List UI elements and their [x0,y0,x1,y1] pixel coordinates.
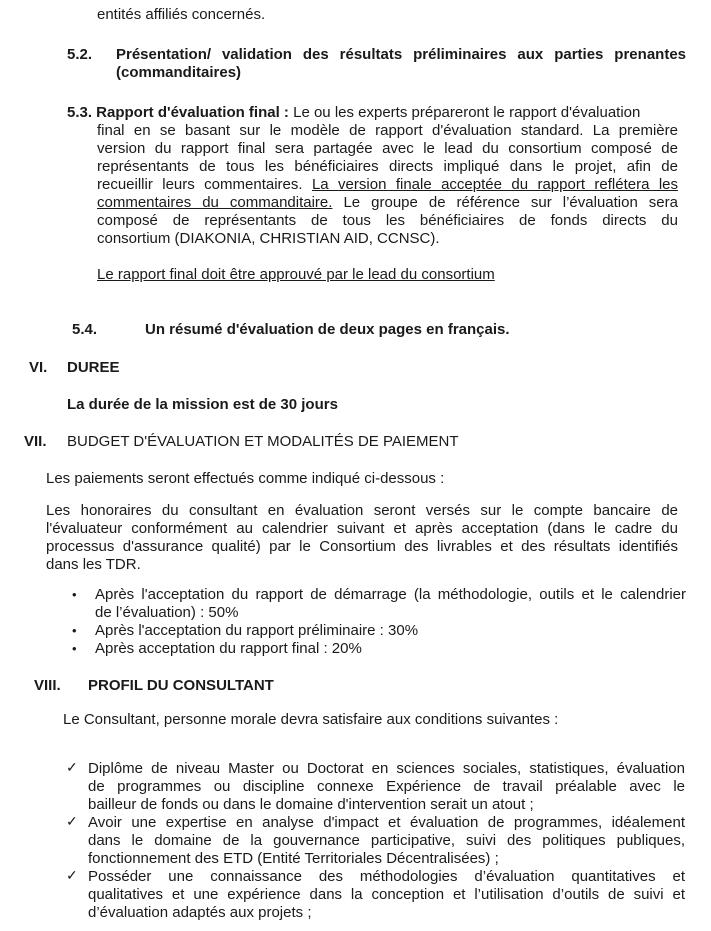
payment-item-1-line1: Après l'acceptation du rapport de démarrage (la méthodologie, outils et le calendrier [95,586,686,603]
requirement-1-line1: Diplôme de niveau Master ou Doctorat en sciences sociales, statistiques, évaluation [88,760,685,777]
requirement-2-line3: fonctionnement des ETD (Entité Territoriales Décentralisées) ; [88,850,499,867]
requirement-3-line1: Posséder une connaissance des méthodologies d’évaluation quantitatives et [88,868,685,885]
section-5-3-line5: recueillir leurs commentaires. La version finale acceptée du rapport reflétera les [97,176,679,193]
payment-intro: Les paiements seront effectués comme indiqué ci-dessous : [46,470,445,487]
checkmark-icon: ✓ [66,759,78,775]
section-5-4-title: Un résumé d'évaluation de deux pages en français. [145,321,510,338]
section-6-title: DUREE [67,359,120,376]
payment-item-2: Après l'acceptation du rapport préliminaire : 30% [95,622,419,639]
checkmark-icon: ✓ [66,867,78,883]
section-5-3-line4: représentants de tous les bénéficiaires directs impliqué dans le projet, afin de [97,158,678,175]
requirement-1-line3: bailleur de fonds ou dans le domaine d'intervention serait un atout ; [88,796,534,813]
fees-line3: processus d'assurance qualité) par le Consortium des livrables et des résultats identifiés [46,538,678,555]
requirement-2-line1: Avoir une expertise en analyse d'impact et évaluation de programmes, idéalement [88,814,685,831]
section-8-title: PROFIL DU CONSULTANT [88,677,274,694]
section-5-3-line2: final en se basant sur le modèle de rapport d'évaluation standard. La première [97,122,678,139]
requirement-3-line3: d’évaluation adaptés aux projets ; [88,904,312,921]
requirement-3-line2: qualitatives et une expérience dans la conception et l’utilisation d’outils de suivi et [88,886,685,903]
profile-intro: Le Consultant, personne morale devra satisfaire aux conditions suivantes : [63,711,559,728]
fees-line1: Les honoraires du consultant en évaluation seront versés sur le compte bancaire de [46,502,678,519]
section-6-number: VI. [29,359,48,376]
bullet-icon: • [72,587,77,602]
section-7-number: VII. [24,433,47,450]
section-5-3-label: 5.3. Rapport d'évaluation final : [67,104,289,121]
checkmark-icon: ✓ [66,813,78,829]
payment-item-3: Après acceptation du rapport final : 20% [95,640,362,657]
approval-note: Le rapport final doit être approuvé par le lead du consortium [97,266,495,283]
section-5-3-line1: 5.3. Rapport d'évaluation final : Le ou les experts prépareront le rapport d'évaluation [67,104,641,121]
section-5-2-number: 5.2. [67,46,93,63]
section-6-text: La durée de la mission est de 30 jours [67,396,338,413]
section-5-3-line6: commentaires du commanditaire. Le groupe de référence sur l’évaluation sera [97,194,678,211]
requirement-2-line2: dans le domaine de la gouvernance participative, suivi des politiques publiques, [88,832,685,849]
bullet-icon: • [72,623,77,638]
section-5-3-line3: version du rapport final sera partagée avec le lead du consortium composé de [97,140,678,157]
requirement-1-line2: de programmes ou discipline connexe Expérience de travail préalable avec le [88,778,685,795]
section-5-3-line8: consortium (DIAKONIA, CHRISTIAN AID, CCNSC). [97,230,440,247]
section-5-4-number: 5.4. [72,321,98,338]
section-5-2-title-line1: Présentation/ validation des résultats préliminaires aux parties prenantes [116,46,686,63]
fees-line4: dans les TDR. [46,556,141,573]
section-5-3-line7: composé de représentants de tous les bénéficiaires de fonds directs du [97,212,678,229]
continuation-line: entités affiliés concernés. [97,6,266,23]
section-5-2-title-line2: (commanditaires) [116,64,242,81]
bullet-icon: • [72,641,77,656]
section-8-number: VIII. [34,677,61,694]
section-7-title: BUDGET D'ÉVALUATION ET MODALITÉS DE PAIEMENT [67,433,459,450]
fees-line2: l'évaluateur conformément au calendrier suivant et après acceptation (dans le cadre du [46,520,678,537]
payment-item-1-line2: de l’évaluation) : 50% [95,604,239,621]
